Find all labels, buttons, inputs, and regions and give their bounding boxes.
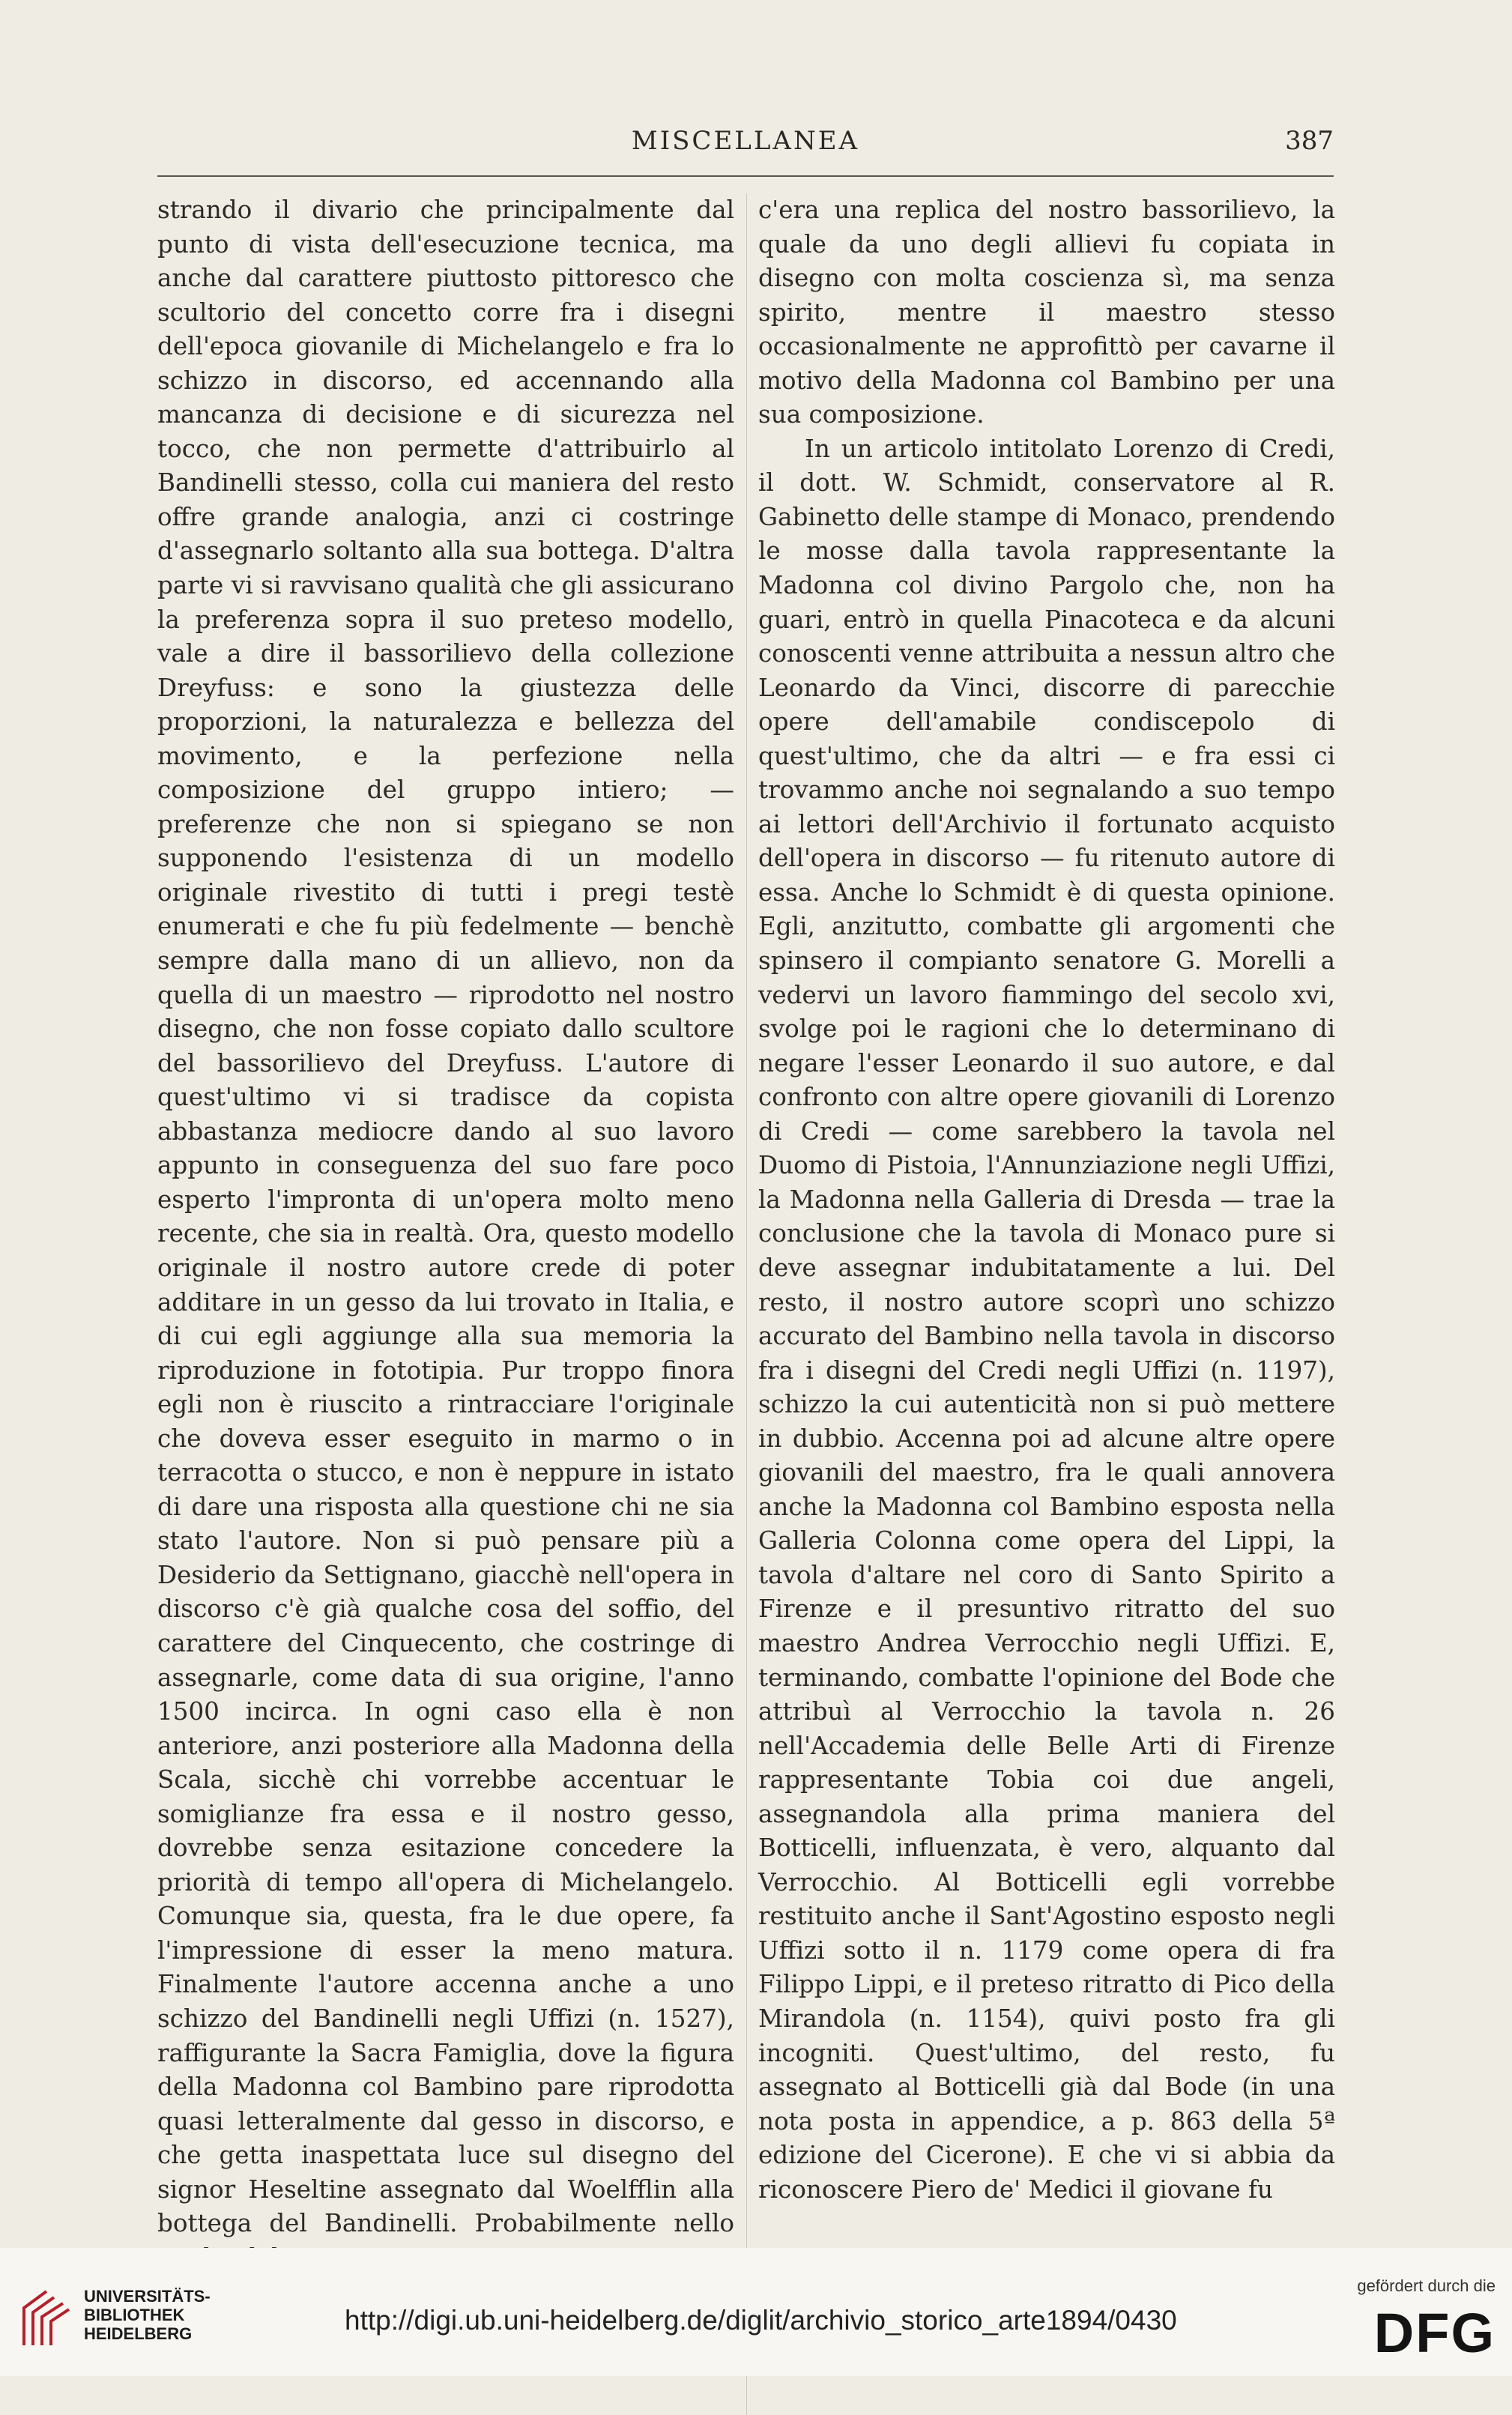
funding-note: gefördert durch die	[1357, 2276, 1496, 2295]
running-title: MISCELLANEA	[631, 126, 860, 156]
university-library-logo-icon	[16, 2285, 72, 2351]
paragraph: strando il divario che principalmente dal punto di vista dell'esecuzione tecnica, ma anche dal carattere piuttosto pittoresco che scultorio del concetto corre fra i disegni dell'epoca giovanile di Michelangelo e fra lo schizzo in discorso, ed accennando alla mancanza di decisione e di sicurezza nel tocco, che non permette d'attribuirlo al Bandinelli stesso, colla cui maniera del resto offre grande analogia, anzi ci costringe d'assegnarlo soltanto alla sua bottega. D'altra parte vi si ravvisano qualità che gli assicurano la preferenza sopra il suo preteso modello, vale a dire il bassorilievo della collezione Dreyfuss: e sono la giustezza delle proporzioni, la naturalezza e bellezza del movimento, e la perfezione nella composizione del gruppo intiero; — preferenze che non si spiegano se non supponendo l'esistenza di un modello originale rivestito di tutti i pregi testè enumerati e che fu più fedelmente — benchè sempre dalla mano di un allievo, non da quella di un maestro — riprodotto nel nostro disegno, che non fosse copiato dallo scultore del bassorilievo del Dreyfuss. L'autore di quest'ultimo vi si tradisce da copista abbastanza mediocre dando al suo lavoro appunto in conseguenza del suo fare poco esperto l'impronta di un'opera molto meno recente, che sia in realtà. Ora, questo modello originale il nostro autore crede di poter additare in un gesso da lui trovato in Italia, e di cui egli aggiunge alla sua memoria la riproduzione in fototipia. Pur troppo finora egli non è riuscito a rintracciare l'originale che doveva esser eseguito in marmo o in terracotta o stucco, e non è neppure in istato di dare una risposta alla questione chi ne sia stato l'autore. Non si può pensare più a Desiderio da Settignano, giacchè nell'opera in discorso c'è già qualche cosa del soffio, del carattere del Cinquecento, che costringe di assegnarle, come data di sua origine, l'anno 1500 incirca. In ogni caso ella è non anteriore, anzi posteriore alla Madonna della Scala, sicchè chi vorrebbe accentuar le somiglianze fra essa e il nostro gesso, dovrebbe senza esitazione concedere la priorità di tempo all'opera di Michelangelo. Comunque sia, questa, fra le due opere, fa l'impressione di esser la meno matura. Finalmente l'autore accenna anche a uno schizzo del Bandinelli negli Uffizi (n. 1527), raffigurante la Sacra Famiglia, dove la figura della Madonna col Bambino pare riprodotta quasi letteralmente dal gesso in discorso, e che getta inaspettata luce sul disegno del signor Heseltine assegnato dal Woelfflin alla bottega del Bandinelli. Probabilmente nello	[157, 196, 734, 2238]
dfg-logo: DFG	[1373, 2302, 1496, 2364]
column-divider	[746, 193, 747, 2415]
paragraph: c'era una replica del nostro bassorilievo, la quale da uno degli allievi fu copiata in disegno con molta coscienza sì, ma senza spirito, mentre il maestro stesso occasionalmente ne approfittò per cavarne il motivo della Madonna col Bambino per una sua composizione.	[758, 196, 1335, 429]
left-column	[157, 193, 734, 2275]
right-column	[758, 193, 1335, 2207]
page-number: 387	[1285, 126, 1334, 156]
library-name: UNIVERSITÄTS- BIBLIOTHEK HEIDELBERG	[84, 2287, 211, 2343]
permalink-url[interactable]: http://digi.ub.uni-heidelberg.de/diglit/archivio_storico_arte1894/0430	[345, 2305, 1177, 2336]
header-rule	[157, 175, 1334, 177]
digitization-footer	[0, 2248, 1512, 2376]
page-header	[157, 126, 1334, 171]
paragraph: In un articolo intitolato Lorenzo di Credi, il dott. W. Schmidt, conservatore al R. Gabinetto delle stampe di Monaco, prendendo le mosse dalla tavola rappresentante la Madonna col divino Pargolo che, non ha guari, entrò in quella Pinacoteca e da alcuni conoscenti venne attribuita a nessun altro che Leonardo da Vinci, discorre di parecchie opere dell'amabile condiscepolo di quest'ultimo, che da altri — e fra essi ci trovammo anche noi segnalando a suo tempo ai lettori dell'Archivio il fortunato acquisto dell'opera in discorso — fu ritenuto autore di essa. Anche lo Schmidt è di questa opinione. Egli, anzitutto, combatte gli argomenti che spinsero il compianto senatore G. Morelli a vedervi un lavoro fiammingo del secolo xvi, svolge poi le ragioni che lo determinano di negare l'esser Leonardo il suo autore, e dal confronto con altre opere giovanili di Lorenzo di Credi — come sarebbero la tavola nel Duomo di Pistoia, l'Annunziazione negli Uffizi, la Madonna nella Galleria di Dresda — trae la conclusione che la tavola di Monaco pure si deve assegnar indubitatamente a lui. Del resto, il nostro autore scoprì uno schizzo accurato del Bambino nella tavola in discorso fra i disegni del Credi negli Uffizi (n. 1197), schizzo la cui autenticità non si può mettere in dubbio. Accenna poi ad alcune altre opere giovanili del maestro, fra le quali annovera anche la Madonna col Bambino esposta nella Galleria Colonna come opera del Lippi, la tavola d'altare nel coro di Santo Spirito a Firenze e il presuntivo ritratto del suo maestro Andrea Verrocchio negli Uffizi. E, terminando, combatte l'opinione del Bode che attribuì al Verrocchio la tavola n. 26 nell'Accademia delle Belle Arti di Firenze rappresentante Tobia coi due angeli, assegnandola alla prima maniera del Botticelli, influenzata, è vero, alquanto dal Verrocchio. Al Botticelli egli vorrebbe restituito anche il Sant'Agostino esposto negli Uffizi sotto il n. 1179 come opera di fra Filippo Lippi, e il preteso ritratto di Pico della Mirandola (n. 1154), quivi posto fra gli incogniti. Quest'ultimo, del resto, fu assegnato al Botticelli già dal Bode (in una nota posta in appendice, a p. 863 della 5ª edizione del Cicerone). E che vi si abbia da riconoscere Piero de' Medici il giovane fu	[758, 434, 1335, 2204]
